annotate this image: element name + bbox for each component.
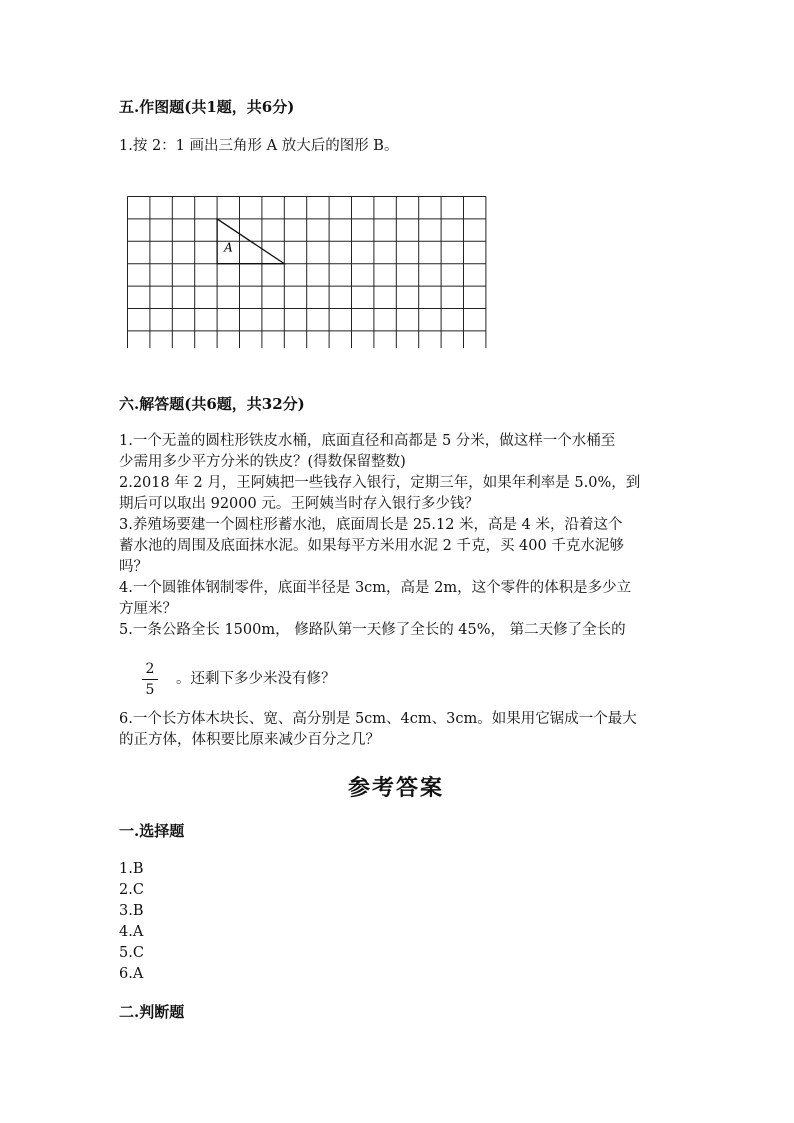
- section5-heading: 五.作图题(共1题，共6分): [119, 98, 295, 116]
- answer-item: 4.A: [119, 924, 144, 940]
- answers-title: 参考答案: [348, 775, 445, 801]
- section6-q6-line2: 的正方体，体积要比原来减少百分之几？: [119, 732, 380, 748]
- triangle-a-label: A: [224, 240, 233, 255]
- square-grid: [127, 196, 489, 348]
- section6-q3-line2: 蓄水池的周围及底面抹水泥。如果每平方米用水泥 2 千克，买 400 千克水泥够: [119, 538, 624, 554]
- section6-q1-line1: 1.一个无盖的圆柱形铁皮水桶，底面直径和高都是 5 分米，做这样一个水桶至: [119, 433, 616, 449]
- fraction-two-fifths: [142, 661, 158, 698]
- section6-q4-line1: 4.一个圆锥体钢制零件，底面半径是 3cm，高是 2m，这个零件的体积是多少立: [119, 580, 632, 596]
- fraction-numerator: 2: [145, 661, 155, 677]
- section6-q3-line1: 3.养殖场要建一个圆柱形蓄水池，底面周长是 25.12 米，高是 4 米，沿着这个: [119, 517, 623, 533]
- answer-item: 6.A: [119, 966, 144, 982]
- answers-sec1-heading: 一.选择题: [119, 822, 185, 840]
- section6-q2-line1: 2.2018 年 2 月，王阿姨把一些钱存入银行，定期三年，如果年利率是 5.0%，到: [119, 475, 641, 491]
- section6-q1-line2: 少需用多少平方分米的铁皮？(得数保留整数): [119, 454, 406, 470]
- section6-q5-line1: 5.一条公路全长 1500m， 修路队第一天修了全长的 45%， 第二天修了全长的: [119, 622, 626, 638]
- fraction-denominator: 5: [145, 682, 155, 698]
- answer-item: 2.C: [119, 882, 144, 898]
- section6-q4-line2: 方厘米？: [119, 601, 177, 617]
- section6-q6-line1: 6.一个长方体木块长、宽、高分别是 5cm、4cm、3cm。如果用它锯成一个最大: [119, 711, 637, 727]
- section6-q3-line3: 吗？: [119, 559, 148, 575]
- section6-q5-line2: 。还剩下多少米没有修？: [176, 671, 336, 687]
- answers-sec2-heading: 二.判断题: [119, 1003, 185, 1021]
- section5-q1: 1.按 2：1 画出三角形 A 放大后的图形 B。: [119, 138, 399, 154]
- answer-item: 5.C: [119, 945, 144, 961]
- section6-q2-line2: 期后可以取出 92000 元。王阿姨当时存入银行多少钱？: [119, 496, 479, 512]
- answer-item: 1.B: [119, 861, 144, 877]
- section6-heading: 六.解答题(共6题，共32分): [119, 395, 305, 413]
- answer-item: 3.B: [119, 903, 144, 919]
